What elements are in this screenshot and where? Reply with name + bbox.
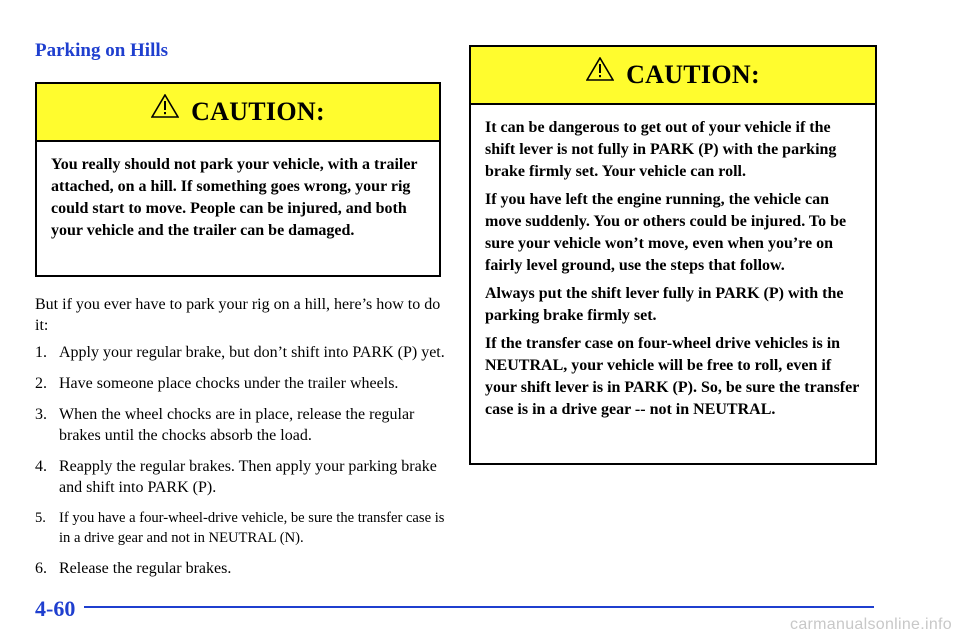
caution-title: CAUTION:	[191, 97, 325, 126]
steps-list	[35, 342, 450, 589]
page-number: 4-60	[35, 596, 76, 621]
caution-header	[37, 84, 439, 142]
warning-triangle-icon	[151, 94, 179, 123]
list-item	[35, 508, 450, 548]
footer-rule	[84, 606, 874, 608]
intro-paragraph: But if you ever have to park your rig on a hill, here’s how to do it:	[35, 296, 441, 334]
caution-box-trailer-hill	[35, 82, 441, 277]
step-number: 1.	[35, 344, 47, 361]
caution-paragraph: It can be dangerous to get out of your vehicle if the shift lever is not fully in PARK (P) with the parking brake firmly set. Your vehicle can roll.	[485, 119, 837, 180]
caution-paragraph: You really should not park your vehicle, with a trailer attached, on a hill. If something goes wrong, your rig could start to move. People can be injured, and both your vehicle and the trailer can be damaged.	[51, 156, 418, 239]
step-text: Reapply the regular brakes. Then apply your parking brake and shift into PARK (P).	[59, 458, 437, 496]
caution-body	[471, 105, 875, 421]
watermark: carmanualsonline.info	[790, 616, 952, 633]
caution-title: CAUTION:	[626, 60, 760, 89]
step-text: Apply your regular brake, but don’t shift into PARK (P) yet.	[59, 344, 445, 361]
caution-paragraph: Always put the shift lever fully in PARK (P) with the parking brake firmly set.	[485, 285, 844, 324]
step-number: 4.	[35, 458, 47, 475]
list-item	[35, 456, 450, 498]
warning-triangle-icon	[586, 57, 614, 86]
list-item	[35, 373, 450, 394]
step-number: 5.	[35, 510, 46, 526]
list-item	[35, 404, 450, 446]
caution-body	[37, 142, 439, 242]
caution-header	[471, 47, 875, 105]
step-number: 3.	[35, 406, 47, 423]
caution-box-shift-lever	[469, 45, 877, 465]
step-text: When the wheel chocks are in place, release the regular brakes until the chocks absorb the load.	[59, 406, 415, 444]
section-title: Parking on Hills	[35, 40, 169, 61]
list-item	[35, 342, 450, 363]
caution-paragraph: If you have left the engine running, the vehicle can move suddenly. You or others could be injured. To be sure your vehicle won’t move, even when you’re on fairly level ground, use the steps that follow.	[485, 191, 847, 274]
step-number: 6.	[35, 560, 47, 577]
step-text: Have someone place chocks under the trailer wheels.	[59, 375, 399, 392]
step-number: 2.	[35, 375, 47, 392]
step-text: If you have a four-wheel-drive vehicle, be sure the transfer case is in a drive gear and not in NEUTRAL (N).	[59, 510, 445, 546]
step-text: Release the regular brakes.	[59, 560, 232, 577]
caution-paragraph: If the transfer case on four-wheel drive vehicles is in NEUTRAL, your vehicle will be free to roll, even if your shift lever is in PARK (P). So, be sure the transfer case is in a drive gear -- not in NEUTRAL.	[485, 335, 860, 418]
list-item	[35, 558, 450, 579]
